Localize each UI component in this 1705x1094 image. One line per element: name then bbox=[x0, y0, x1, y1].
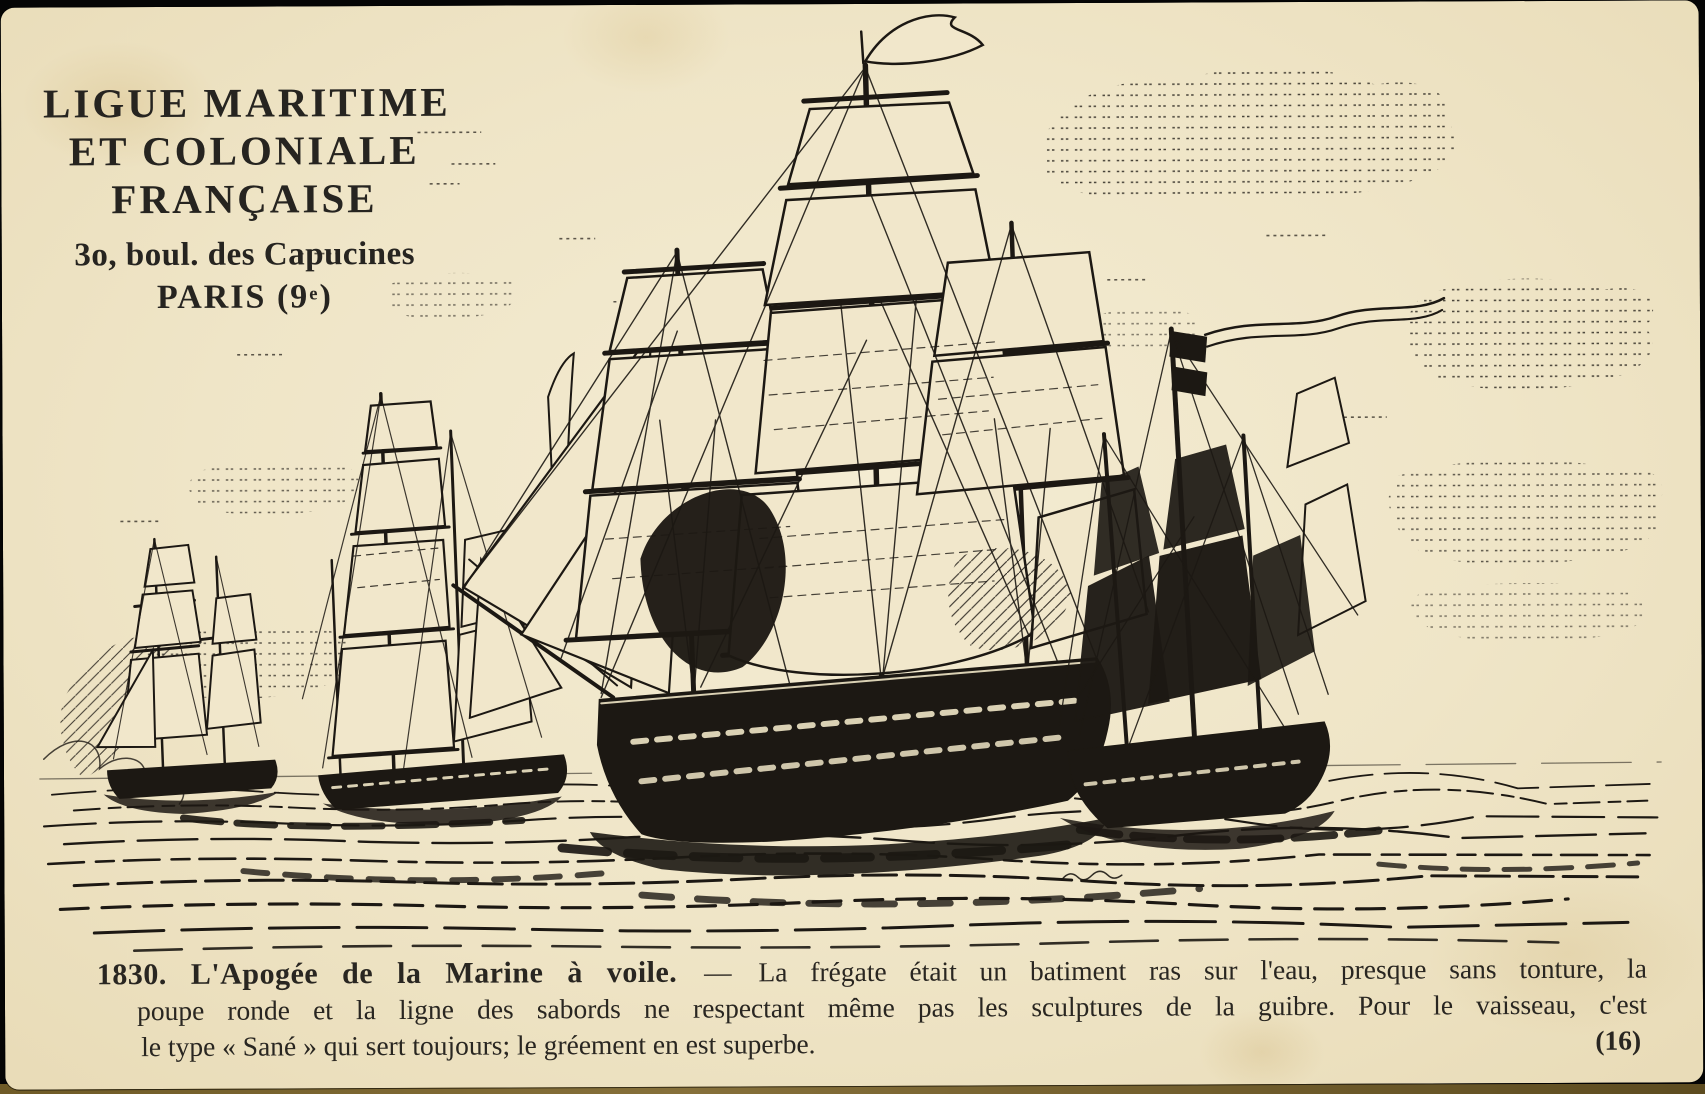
publisher-block bbox=[42, 78, 451, 319]
ship-dark-frigate-right bbox=[1058, 298, 1447, 828]
publisher-city-prefix: PARIS (9 bbox=[156, 278, 310, 317]
publisher-address: 3o, boul. des Capucines bbox=[74, 235, 416, 274]
publisher-line-1: LIGUE MARITIME bbox=[42, 78, 451, 127]
caption-line-3 bbox=[97, 1023, 1647, 1066]
plate-number: (16) bbox=[1595, 1024, 1642, 1056]
publisher-line-2: ET COLONIALE bbox=[68, 126, 420, 175]
caption bbox=[97, 951, 1647, 1066]
caption-title: 1830. L'Apogée de la Marine à voile. bbox=[96, 955, 678, 992]
caption-line-1-text: La frégate était un batiment ras sur l'eau, presque sans tonture, la bbox=[758, 952, 1647, 988]
ship-small-frigate-far-left bbox=[60, 539, 278, 799]
publisher-city-suffix: ) bbox=[319, 278, 333, 316]
caption-line-3-text: le type « Sané » qui sert toujours; le gréement en est superbe. bbox=[141, 1028, 816, 1063]
publisher-city bbox=[44, 274, 446, 319]
postcard bbox=[1, 0, 1704, 1089]
caption-separator: — bbox=[704, 956, 732, 988]
publisher-line-3: FRANÇAISE bbox=[111, 175, 378, 223]
caption-line-2: poupe ronde et la ligne des sabords ne respectant même pas les sculptures de la guibre. Pour le vaisseau, c'est bbox=[136, 988, 1648, 1027]
publisher-city-superscript: e bbox=[309, 283, 320, 305]
